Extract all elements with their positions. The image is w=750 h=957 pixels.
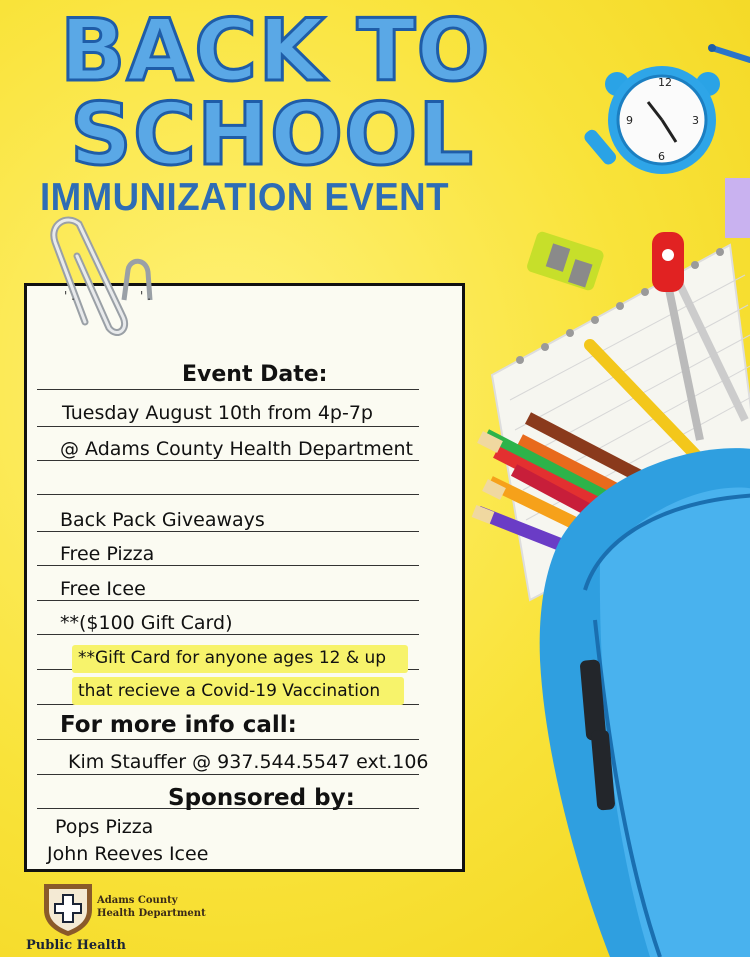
gift-card-note-line2: that recieve a Covid-19 Vaccination: [78, 681, 381, 701]
rule-line: [37, 494, 419, 495]
logo-public-health: Public Health: [26, 938, 127, 953]
sponsors-heading: Sponsored by:: [168, 785, 355, 811]
contact-line: Kim Stauffer @ 937.544.5547 ext.106: [68, 751, 429, 773]
rule-line: [37, 389, 419, 390]
logo-line2: Health Department: [97, 908, 206, 919]
rule-line: [37, 565, 419, 566]
perk-item: Back Pack Giveaways: [60, 509, 265, 531]
sponsor-item: Pops Pizza: [55, 816, 154, 838]
sharpener-icon: [526, 230, 606, 292]
rule-line: [37, 739, 419, 740]
logo-line1: Adams County: [97, 895, 178, 906]
paperclip-icon: [45, 212, 155, 342]
rule-line: [37, 600, 419, 601]
perk-item: Free Icee: [60, 578, 146, 600]
rule-line: [37, 426, 419, 427]
event-location-line: @ Adams County Health Department: [60, 438, 413, 460]
rule-line: [37, 634, 419, 635]
gift-card-note-line1: **Gift Card for anyone ages 12 & up: [78, 648, 387, 668]
title-back-to: BACK TO: [60, 1, 491, 101]
sticky-note: [725, 178, 750, 238]
rule-line: [37, 774, 419, 775]
health-department-logo: [40, 880, 96, 938]
rule-line: [37, 460, 419, 461]
svg-text:12: 12: [658, 76, 672, 89]
sponsor-item: John Reeves Icee: [47, 843, 209, 865]
svg-text:9: 9: [626, 114, 633, 127]
event-date-line: Tuesday August 10th from 4p-7p: [62, 402, 373, 424]
svg-text:3: 3: [692, 114, 699, 127]
event-date-heading: Event Date:: [182, 362, 328, 387]
svg-text:6: 6: [658, 150, 665, 163]
contact-heading: For more info call:: [60, 712, 297, 738]
svg-text:' .: ' .: [140, 289, 151, 303]
svg-text:' .: ' .: [64, 289, 75, 303]
perk-item: Free Pizza: [60, 543, 155, 565]
rule-line: [37, 531, 419, 532]
subtitle: IMMUNIZATION EVENT: [40, 176, 449, 219]
thumbtack-icon: [708, 44, 750, 60]
alarm-clock-icon: [582, 66, 720, 174]
backpack-icon: [540, 448, 750, 957]
logo-text: [97, 894, 206, 920]
title-school: SCHOOL: [70, 85, 475, 185]
perk-item: **($100 Gift Card): [60, 612, 233, 634]
